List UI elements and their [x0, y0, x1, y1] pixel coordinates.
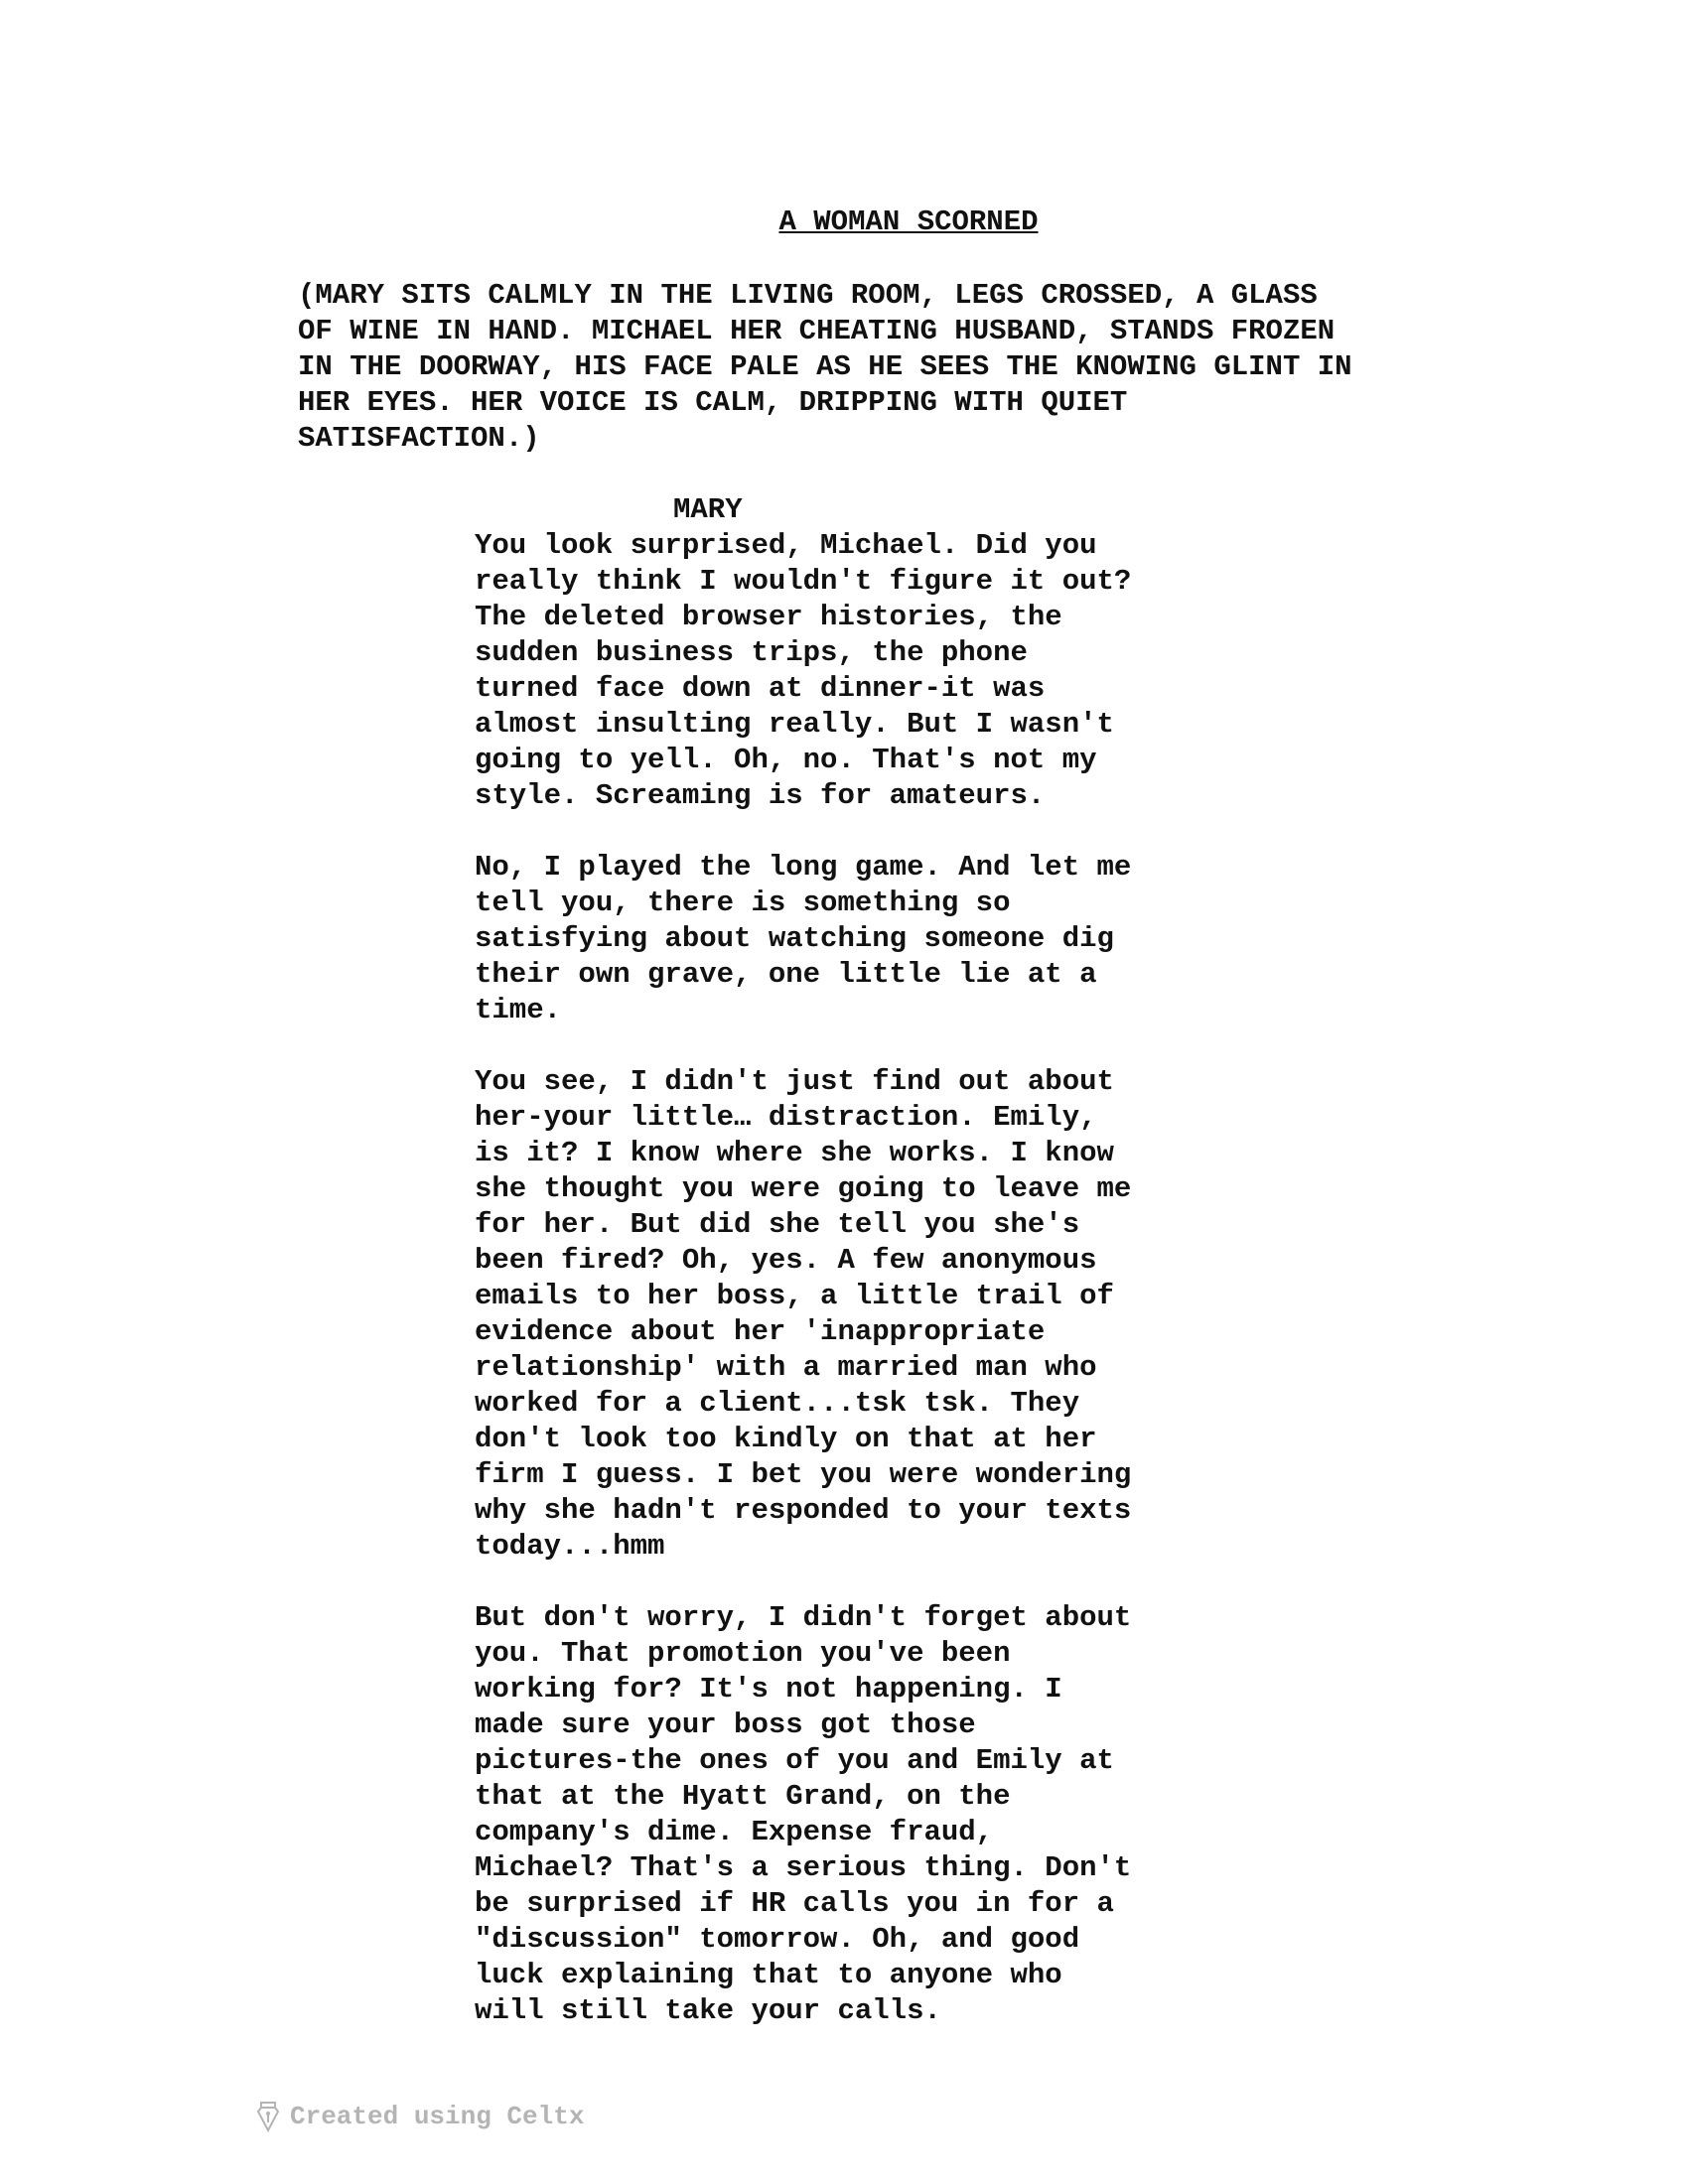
celtx-pen-nib-icon [256, 2101, 280, 2132]
dialogue-paragraph: But don't worry, I didn't forget about you. That promotion you've been working for? It's not happening. I made sure your boss got those pictures-the ones of you and Emily at that at the Hyatt Grand, on the company's dime. Expense fraud, Michael? That's a serious thing. Don't be surprised if HR calls you in for a "discussion" tomorrow. Oh, and good luck explaining that to anyone who will still take your calls. [475, 1601, 1132, 2027]
footer-text: Created using Celtx [290, 2102, 585, 2131]
script-title: A WOMAN SCORNED [778, 205, 1039, 238]
dialogue-paragraph: You look surprised, Michael. Did you really think I wouldn't figure it out? The deleted browser histories, the sudden business trips, the phone turned face down at dinner-it was almost insulting really. But I wasn't going to yell. Oh, no. That's not my style. Screaming is for amateurs. [475, 529, 1132, 812]
dialogue-paragraph: You see, I didn't just find out about her-your little… distraction. Emily, is it? I know where she works. I know she thought you were going to leave me for her. But did she tell you she's been fired? Oh, yes. A few anonymous emails to her boss, a little trail of evidence about her 'inappropriate relationship' with a married man who worked for a client...tsk tsk. They don't look too kindly on that at her firm I guess. I bet you were wondering why she hadn't responded to your texts today...hmm [475, 1065, 1132, 1563]
footer-watermark [256, 2101, 584, 2132]
dialogue-block [475, 528, 1269, 2065]
character-name: MARY [673, 493, 743, 526]
action-description: (MARY SITS CALMLY IN THE LIVING ROOM, LEGS CROSSED, A GLASS OF WINE IN HAND. MICHAEL HER CHEATING HUSBAND, STANDS FROZEN IN THE DOORWAY, HIS FACE PALE AS HE SEES THE KNOWING GLINT IN HER EYES. HER VOICE IS CALM, DRIPPING WITH QUIET SATISFACTION.) [298, 279, 1352, 455]
dialogue-paragraph: No, I played the long game. And let me tell you, there is something so satisfying about watching someone dig their own grave, one little lie at a time. [475, 851, 1132, 1026]
